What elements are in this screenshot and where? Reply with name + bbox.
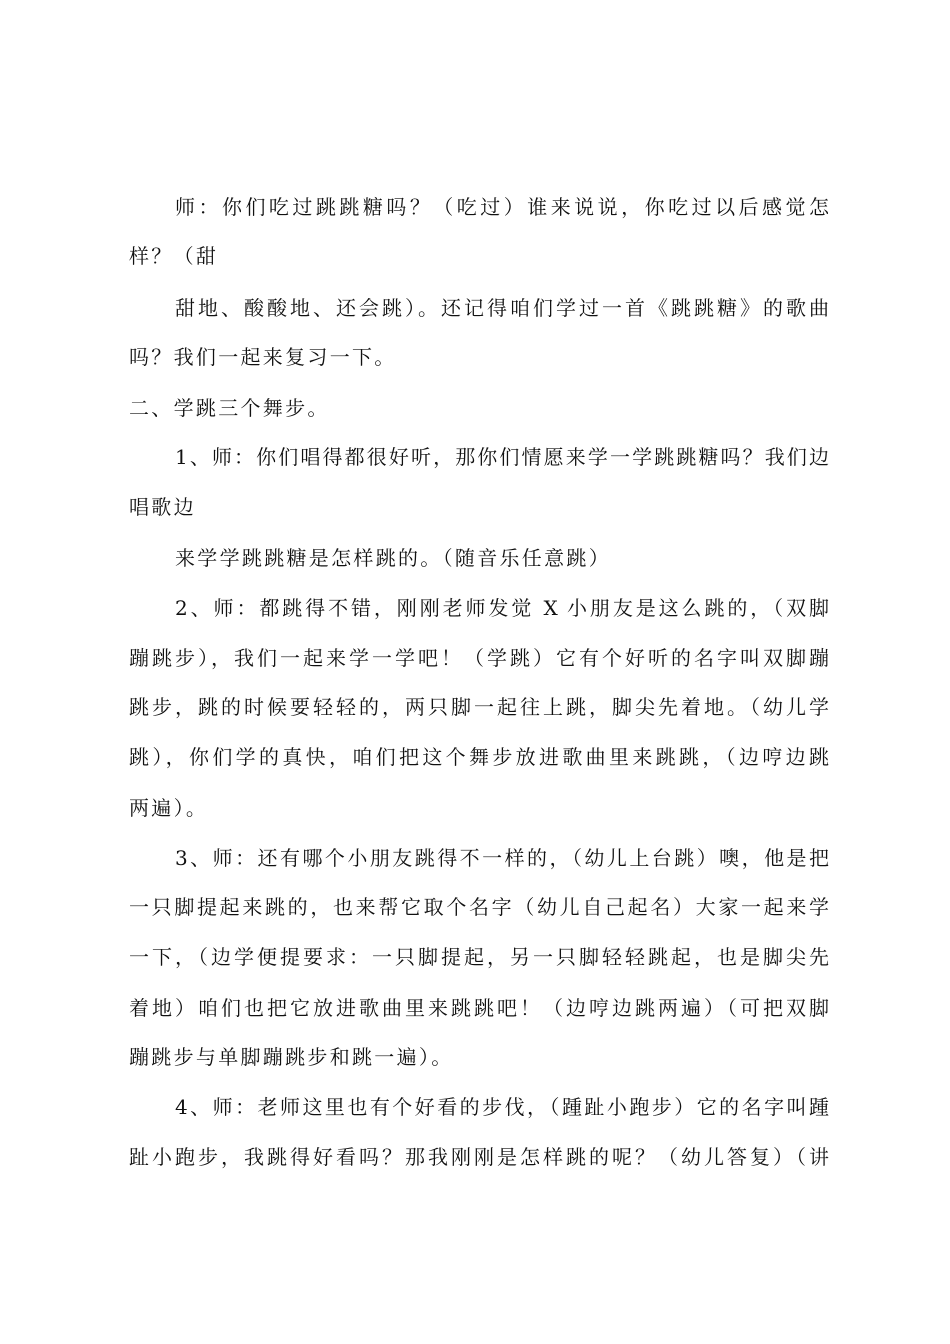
text-line-4: 吗？我们一起来复习一下。	[129, 345, 397, 369]
text-line-2: 样？（甜	[129, 244, 219, 268]
text-line-3: 甜地、酸酸地、还会跳）。还记得咱们学过一首《跳跳糖》的歌曲	[175, 296, 829, 320]
text-line-10: 蹦跳步），我们一起来学一学吧！（学跳）它有个好听的名字叫双脚蹦	[129, 646, 829, 670]
text-line-20: 趾小跑步，我跳得好看吗？那我刚刚是怎样跳的呢？（幼儿答复）（讲	[129, 1145, 829, 1169]
text-line-6: 1、师：你们唱得都很好听，那你们情愿来学一学跳跳糖吗？我们边	[175, 445, 829, 469]
text-line-15: 一只脚提起来跳的，也来帮它取个名字（幼儿自己起名）大家一起来学	[129, 895, 829, 919]
text-line-7: 唱歌边	[129, 495, 196, 519]
text-line-14: 3、师：还有哪个小朋友跳得不一样的，（幼儿上台跳）噢，他是把	[175, 846, 829, 870]
text-line-13: 两遍）。	[129, 796, 209, 820]
section-heading: 二、学跳三个舞步。	[129, 396, 330, 420]
text-line-18: 蹦跳步与单脚蹦跳步和跳一遍）。	[129, 1045, 454, 1069]
text-line-19: 4、师：老师这里也有个好看的步伐，（踵趾小跑步）它的名字叫踵	[175, 1095, 829, 1119]
text-line-11: 跳步，跳的时候要轻轻的，两只脚一起往上跳，脚尖先着地。（幼儿学	[129, 695, 829, 719]
text-line-16: 一下，（边学便提要求：一只脚提起，另一只脚轻轻跳起，也是脚尖先	[129, 945, 829, 969]
text-line-1: 师：你们吃过跳跳糖吗？（吃过）谁来说说，你吃过以后感觉怎	[175, 195, 829, 219]
text-line-8: 来学学跳跳糖是怎样跳的。（随音乐任意跳）	[175, 546, 611, 570]
text-line-17: 着地）咱们也把它放进歌曲里来跳跳吧！（边哼边跳两遍）（可把双脚	[129, 996, 829, 1020]
text-line-9: 2、师：都跳得不错，刚刚老师发觉 X 小朋友是这么跳的，（双脚	[175, 596, 829, 620]
text-line-12: 跳），你们学的真快，咱们把这个舞步放进歌曲里来跳跳，（边哼边跳	[129, 745, 829, 769]
